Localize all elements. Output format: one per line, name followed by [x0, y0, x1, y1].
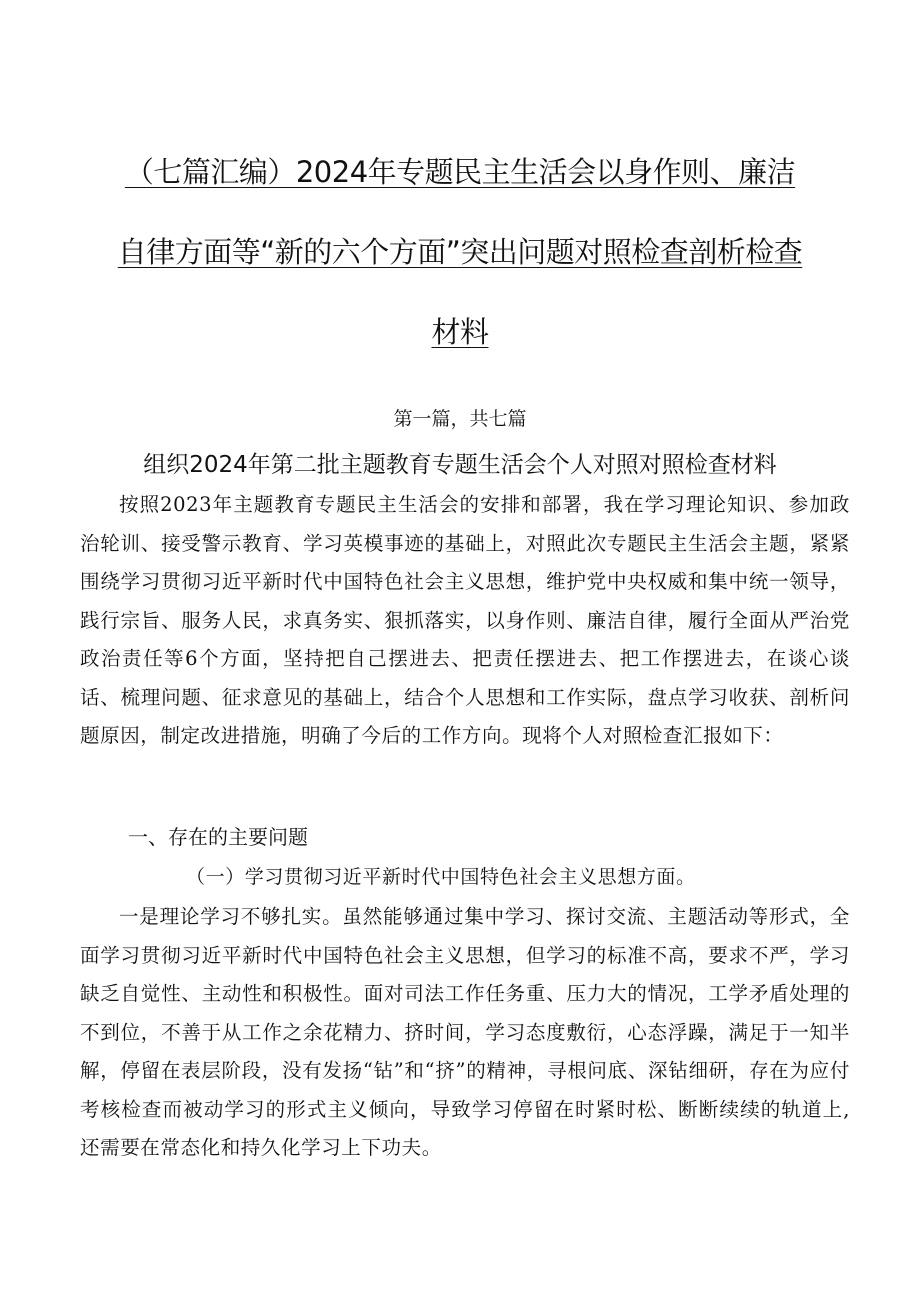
- issue-paragraph: 一是理论学习不够扎实。虽然能够通过集中学习、探讨交流、主题活动等形式，全面学习贯彻习近平新时代中国特色社会主义思想，但学习的标准不高，要求不严，学习缺乏自觉性、主动性和积极性。面对司法工作任务重、压力大的情况，工学矛盾处理的不到位，不善于从工作之余花精力、挤时间，学习态度敷衍，心态浮躁，满足于一知半解，停留在表层阶段，没有发扬“钻”和“挤”的精神，寻根问底、深钻细研，存在为应付考核检查而被动学习的形式主义倾向，导致学习停留在时紧时松、断断续续的轨道上,还需要在常态化和持久化学习上下功夫。: [80, 905, 850, 1159]
- subsection-heading: （一）学习贯彻习近平新时代中国特色社会主义思想方面。: [186, 866, 696, 888]
- part-label: 第一篇，共七篇: [393, 408, 527, 430]
- section-heading: 一、存在的主要问题: [128, 825, 308, 849]
- title-line-1: （七篇汇编）2024年专题民主生活会以身作则、廉洁: [124, 155, 796, 189]
- title-line-2: 自律方面等“新的六个方面”突出问题对照检查剖析检查: [117, 235, 803, 269]
- title-line-3: 材料: [431, 315, 489, 349]
- intro-paragraph: 按照2023年主题教育专题民主生活会的安排和部署，我在学习理论知识、参加政治轮训、接受警示教育、学习英模事迹的基础上，对照此次专题民主生活会主题，紧紧围绕学习贯彻习近平新时代中国特色社会主义思想，维护党中央权威和集中统一领导，践行宗旨、服务人民，求真务实、狠抓落实，以身作则、廉洁自律，履行全面从严治党政治责任等6个方面，坚持把自己摆进去、把责任摆进去、把工作摆进去，在谈心谈话、梳理问题、征求意见的基础上，结合个人思想和工作实际，盘点学习收获、剖析问题原因，制定改进措施，明确了今后的工作方向。现将个人对照检查汇报如下：: [80, 493, 850, 747]
- part-title: 组织2024年第二批主题教育专题生活会个人对照对照检查材料: [143, 452, 777, 478]
- document-title: [60, 132, 860, 372]
